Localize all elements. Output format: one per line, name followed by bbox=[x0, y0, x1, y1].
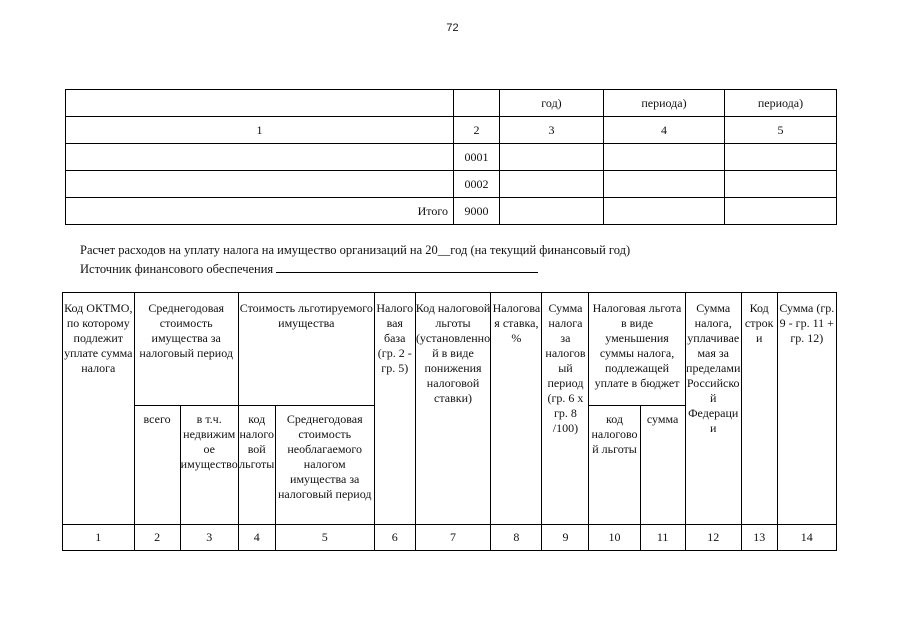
column-number: 4 bbox=[238, 525, 275, 551]
header-average-cost: Среднегодовая стоимость имущества за налоговый период bbox=[134, 293, 238, 406]
header-tax-rate: Налоговая ставка, % bbox=[491, 293, 542, 525]
empty-cell bbox=[725, 171, 837, 198]
header-tax-base: Налоговая база (гр. 2 - гр. 5) bbox=[374, 293, 415, 525]
top-number-cell: 1 bbox=[66, 117, 454, 144]
empty-cell bbox=[604, 144, 725, 171]
subheader-total: всего bbox=[134, 406, 180, 525]
column-number: 5 bbox=[275, 525, 374, 551]
subheader-benefit-code: код налоговой льготы bbox=[238, 406, 275, 525]
top-number-cell: 2 bbox=[454, 117, 500, 144]
header-oktmo: Код ОКТМО, по которому подлежит уплате сумма налога bbox=[63, 293, 135, 525]
subheader-benefit-code-2: код налоговой льготы bbox=[589, 406, 640, 525]
top-header-cell-3: год) bbox=[500, 90, 604, 117]
column-number: 8 bbox=[491, 525, 542, 551]
column-number: 1 bbox=[63, 525, 135, 551]
subheader-exempt-cost: Среднегодовая стоимость необлагаемого налогом имущества за налоговый период bbox=[275, 406, 374, 525]
header-benefit-code: Код налоговой льготы (установленной в виде понижения налоговой ставки) bbox=[415, 293, 491, 525]
funding-source-blank bbox=[276, 260, 538, 273]
header-tax-amount: Сумма налога за налоговый период (гр. 6 х гр. 8 /100) bbox=[542, 293, 589, 525]
subheader-real-estate: в т.ч. недвижимое имущество bbox=[180, 406, 238, 525]
empty-cell bbox=[725, 198, 837, 225]
funding-source-caption bbox=[80, 260, 538, 277]
header-foreign-tax: Сумма налога, уплачиваемая за пределами Российской Федерации bbox=[685, 293, 741, 525]
top-table-number-row bbox=[66, 117, 837, 144]
empty-cell bbox=[725, 144, 837, 171]
top-table-row bbox=[66, 171, 837, 198]
header-preferential-cost: Стоимость льготируемого имущества bbox=[238, 293, 374, 406]
calculation-caption: Расчет расходов на уплату налога на имущество организаций на 20__год (на текущий финансовый год) bbox=[80, 243, 631, 257]
column-number: 9 bbox=[542, 525, 589, 551]
total-label-cell: Итого bbox=[66, 198, 454, 225]
tax-calculation-table bbox=[62, 292, 837, 551]
column-number: 10 bbox=[589, 525, 640, 551]
empty-cell bbox=[500, 144, 604, 171]
page-number: 72 bbox=[446, 22, 459, 34]
row-code-cell: 0002 bbox=[454, 171, 500, 198]
column-number: 14 bbox=[777, 525, 836, 551]
top-header-cell-2 bbox=[454, 90, 500, 117]
header-tax-benefit: Налоговая льгота в виде уменьшения суммы налога, подлежащей уплате в бюджет bbox=[589, 293, 685, 406]
total-code-cell: 9000 bbox=[454, 198, 500, 225]
top-header-cell-4: периода) bbox=[604, 90, 725, 117]
top-table-total-row bbox=[66, 198, 837, 225]
column-number: 6 bbox=[374, 525, 415, 551]
header-total-sum: Сумма (гр. 9 - гр. 11 + гр. 12) bbox=[777, 293, 836, 525]
empty-cell bbox=[500, 198, 604, 225]
top-header-cell-1 bbox=[66, 90, 454, 117]
header-row bbox=[63, 293, 837, 406]
funding-source-label: Источник финансового обеспечения bbox=[80, 262, 274, 276]
row-code-cell: 0001 bbox=[454, 144, 500, 171]
empty-cell bbox=[604, 171, 725, 198]
top-table bbox=[65, 89, 837, 225]
top-number-cell: 5 bbox=[725, 117, 837, 144]
column-number: 13 bbox=[741, 525, 777, 551]
row-label-cell bbox=[66, 144, 454, 171]
column-number: 2 bbox=[134, 525, 180, 551]
column-number: 11 bbox=[640, 525, 685, 551]
column-number: 7 bbox=[415, 525, 491, 551]
top-number-cell: 3 bbox=[500, 117, 604, 144]
row-label-cell bbox=[66, 171, 454, 198]
top-table-header-row bbox=[66, 90, 837, 117]
column-number: 3 bbox=[180, 525, 238, 551]
column-number: 12 bbox=[685, 525, 741, 551]
column-number-row bbox=[63, 525, 837, 551]
empty-cell bbox=[604, 198, 725, 225]
header-row-code: Код строки bbox=[741, 293, 777, 525]
top-header-cell-5: периода) bbox=[725, 90, 837, 117]
subheader-benefit-sum: сумма bbox=[640, 406, 685, 525]
top-table-row bbox=[66, 144, 837, 171]
empty-cell bbox=[500, 171, 604, 198]
top-number-cell: 4 bbox=[604, 117, 725, 144]
